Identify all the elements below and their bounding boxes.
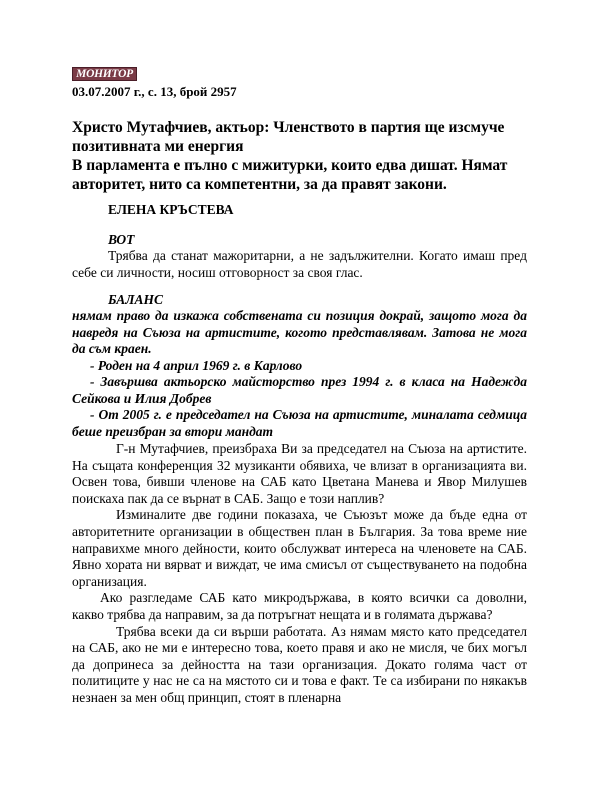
interview-answer: Трябва всеки да си върши работата. Аз нямам място като председател на САБ, ако не ми е интересно това, което правя и ако не мисля, че бих могъл да допринеса за дейността на тази организация. Докато голяма част от политиците у нас не са на мястото си и това е факт. Те са избирани по някакъв незнаен за мен общ принцип, стоят в пленарна <box>72 623 527 705</box>
publication-meta: 03.07.2007 г., с. 13, брой 2957 <box>72 84 237 99</box>
logo-text: МОНИТОР <box>76 68 133 80</box>
monitor-logo <box>72 67 137 81</box>
headline-block <box>72 118 542 194</box>
bio-fact: - Роден на 4 април 1969 г. в Карлово <box>90 358 303 373</box>
bio-fact: - От 2005 г. е председател на Съюза на артистите, миналата седмица беше преизбран за втори мандат <box>72 407 527 439</box>
interview-question: Ако разгледаме САБ като микродържава, в която всички са доволни, какво трябва да направим, за да потръгнат нещата и в голямата държава? <box>72 590 527 622</box>
section-title-balans: БАЛАНС <box>108 292 163 307</box>
headline-subtitle: В парламента е пълно с мижитурки, които едва дишат. Нямат авторитет, нито са компетентни, за да правят закони. <box>72 157 508 193</box>
balans-quote: нямам право да изкажа собствената си позиция докрай, защото мога да навредя на Съюза на артистите, когото представлявам. Затова не мога да съм краен. <box>72 308 527 357</box>
vot-text: Трябва да станат мажоритарни, а не задължителни. Когато имаш пред себе си личности, носиш отговорност за своя глас. <box>72 248 527 280</box>
article-body <box>72 441 527 707</box>
bio-fact: - Завършва актьорско майсторство през 1994 г. в класа на Надежда Сейкова и Илия Добрев <box>72 374 527 406</box>
interview-answer: Изминалите две години показаха, че Съюзът може да бъде една от авторитетните организации в обществен план в България. За това време ние направихме много дейности, които обслужват интереса на членовете на САБ. Явно хората ни вярват и виждат, че има смисъл от съществуването на подобна организация. <box>72 507 527 589</box>
section-title-vot: ВОТ <box>108 232 135 247</box>
headline-title: Христо Мутафчиев, актьор: Членството в партия ще изсмуче позитивната ми енергия <box>72 119 505 155</box>
interview-question: Г-н Мутафчиев, преизбраха Ви за председател на Съюза на артистите. На същата конференция 32 музиканти обявиха, че влизат в организацията ви. Освен това, бивши членове на САБ като Цветана Манева и Явор Милушев поискаха пак да се върнат в САБ. Защо е този наплив? <box>72 441 527 506</box>
author-name: ЕЛЕНА КРЪСТЕВА <box>108 202 234 217</box>
